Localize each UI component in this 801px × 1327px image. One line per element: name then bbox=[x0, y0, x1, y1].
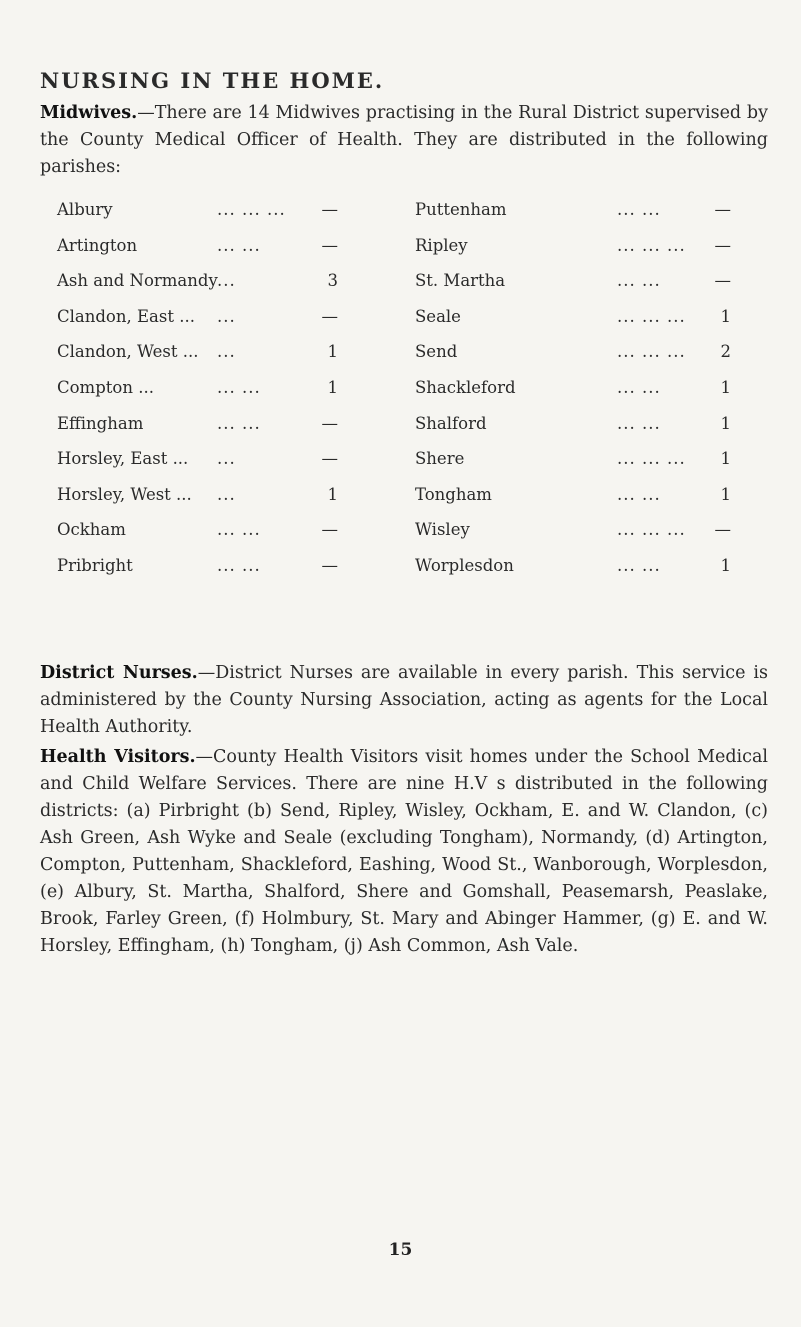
parish-name: Shalford bbox=[415, 413, 487, 433]
parish-name: Clandon, East ... bbox=[57, 306, 195, 326]
parish-count: 1 bbox=[327, 377, 338, 397]
parish-dots: ... ... bbox=[617, 377, 661, 397]
parish-dots: ... bbox=[217, 342, 236, 362]
parish-dots: ... ... ... bbox=[617, 520, 686, 540]
parish-count: 1 bbox=[720, 377, 731, 397]
parish-dots: ... ... bbox=[617, 271, 661, 291]
parish-dots: ... bbox=[217, 306, 236, 326]
parish-name: Horsley, East ... bbox=[57, 449, 189, 469]
parish-count: 1 bbox=[720, 306, 731, 326]
section-heading: NURSING IN THE HOME. bbox=[40, 68, 385, 93]
parish-count: — bbox=[321, 235, 338, 255]
district-nurses-paragraph bbox=[40, 660, 768, 741]
page-number: 15 bbox=[388, 1240, 413, 1260]
table-row bbox=[57, 556, 777, 592]
parish-dots: ... ... bbox=[617, 413, 661, 433]
parish-count: — bbox=[321, 449, 338, 469]
parish-name: Shackleford bbox=[415, 377, 516, 397]
parish-name: Worplesdon bbox=[415, 555, 514, 575]
table-row bbox=[57, 485, 777, 521]
parish-dots: ... ... bbox=[217, 235, 261, 255]
parish-count: — bbox=[714, 235, 731, 255]
table-row bbox=[57, 271, 777, 307]
parish-name: St. Martha bbox=[415, 271, 506, 291]
parish-dots: ... ... bbox=[617, 484, 661, 504]
parish-name: Send bbox=[415, 342, 458, 362]
parish-dots: ... bbox=[217, 449, 236, 469]
parish-dots: ... ... ... bbox=[617, 235, 686, 255]
parish-name: Compton ... bbox=[57, 377, 154, 397]
parish-dots: ... ... ... bbox=[617, 342, 686, 362]
parish-name: Shere bbox=[415, 449, 465, 469]
parish-name: Pribright bbox=[57, 555, 133, 575]
parish-count: — bbox=[321, 306, 338, 326]
parish-count: — bbox=[714, 520, 731, 540]
parish-count: 1 bbox=[327, 342, 338, 362]
table-row bbox=[57, 378, 777, 414]
table-row bbox=[57, 414, 777, 450]
parish-table bbox=[57, 200, 777, 592]
parish-name: Puttenham bbox=[415, 200, 507, 219]
parish-dots: ... ... ... bbox=[217, 200, 286, 219]
parish-dots: ... ... bbox=[617, 555, 661, 575]
table-row bbox=[57, 342, 777, 378]
parish-count: 1 bbox=[720, 449, 731, 469]
parish-name: Wisley bbox=[415, 520, 470, 540]
parish-dots: ... ... bbox=[217, 377, 261, 397]
parish-count: 1 bbox=[720, 413, 731, 433]
parish-count: 1 bbox=[720, 555, 731, 575]
parish-name: Clandon, West ... bbox=[57, 342, 199, 362]
parish-name: Seale bbox=[415, 306, 461, 326]
parish-name: Horsley, West ... bbox=[57, 484, 192, 504]
health-visitors-title: Health Visitors. bbox=[40, 747, 196, 767]
health-visitors-body: —County Health Visitors visit homes under the School Medical and Child Welfare Services. There are nine H.V s distributed in the following districts: (a) Pirbright (b) Send, Ripley, Wisley, Ockham, E. and W. Clandon, (c) Ash Green, Ash Wyke and Seale (excluding Tongham), Normandy, (d) Artington, Compton, Puttenham, Shackleford, Eashing, Wood St., Wanborough, Worplesdon, (e) Albury, St. Martha, Shalford, Shere and Gomshall, Peasemarsh, Peaslake, Brook, Farley Green, (f) Holmbury, St. Mary and Abinger Hammer, (g) E. and W. Horsley, Effingham, (h) Tongham, (j) Ash Common, Ash Vale. bbox=[40, 747, 768, 956]
parish-count: — bbox=[714, 200, 731, 219]
table-row bbox=[57, 236, 777, 272]
parish-name: Artington bbox=[57, 235, 138, 255]
table-row bbox=[57, 520, 777, 556]
parish-count: — bbox=[321, 200, 338, 219]
parish-dots: ... ... ... bbox=[617, 449, 686, 469]
parish-dots: ... ... bbox=[217, 555, 261, 575]
parish-name: Albury bbox=[57, 200, 113, 219]
parish-name: Effingham bbox=[57, 413, 144, 433]
parish-count: 3 bbox=[327, 271, 338, 291]
parish-count: — bbox=[321, 520, 338, 540]
table-row bbox=[57, 307, 777, 343]
parish-dots: ... ... bbox=[617, 200, 661, 219]
district-nurses-body: —District Nurses are available in every parish. This service is administered by the County Nursing Association, acting as agents for the Local Health Authority. bbox=[40, 663, 768, 737]
parish-count: 1 bbox=[327, 484, 338, 504]
parish-count: 1 bbox=[720, 484, 731, 504]
parish-dots: ... ... ... bbox=[617, 306, 686, 326]
parish-dots: ... bbox=[217, 484, 236, 504]
parish-count: — bbox=[321, 555, 338, 575]
parish-count: — bbox=[321, 413, 338, 433]
parish-dots: ... ... bbox=[217, 520, 261, 540]
parish-count: — bbox=[714, 271, 731, 291]
health-visitors-paragraph bbox=[40, 744, 768, 960]
parish-name: Ash and Normandy bbox=[57, 271, 218, 291]
parish-count: 2 bbox=[720, 342, 731, 362]
midwives-body: —There are 14 Midwives practising in the Rural District supervised by the County Medical Officer of Health. They are distributed in the following parishes: bbox=[40, 103, 768, 177]
parish-name: Tongham bbox=[415, 484, 492, 504]
table-row bbox=[57, 200, 777, 236]
parish-name: Ripley bbox=[415, 235, 468, 255]
parish-dots: ... bbox=[217, 271, 236, 291]
midwives-paragraph bbox=[40, 100, 768, 181]
parish-dots: ... ... bbox=[217, 413, 261, 433]
district-nurses-title: District Nurses. bbox=[40, 663, 198, 683]
parish-name: Ockham bbox=[57, 520, 126, 540]
table-row bbox=[57, 449, 777, 485]
midwives-title: Midwives. bbox=[40, 103, 138, 123]
